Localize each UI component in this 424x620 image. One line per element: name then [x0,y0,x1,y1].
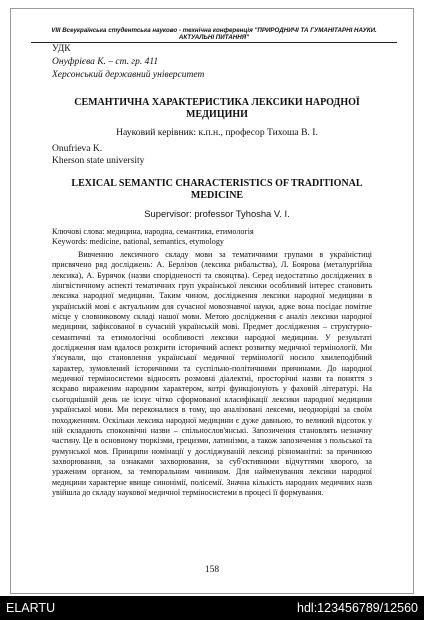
keywords-block [52,227,254,247]
author-block-en [52,144,144,167]
author-block-ua [52,57,204,80]
author-name-en: Onufrieva K. [52,144,103,154]
repository-footer-bar [0,596,424,620]
udk-label: УДК [52,44,71,54]
body-paragraph: Вивченню лексичного складу мови за тематичними групами в україністиці присвячено ряд досліджень: А. Берлізов (лексика рибальства), Л. Боярова (металургійна лексика), А. Бурячок (назви спорідненості та свояцтва). Серед недостатньо досліджених в лінгвістичному аспекті тематичних груп української лексики особливий інтерес становить лексика народної медицини. Таким чином, дослідження лексики народної медицини в українській мові є актуальним для сучасної мовознавчої науки, адже вона посідає помітне місце у словниковому складі нашої мови. Метою дослідження є аналіз лексики народної медицини, зафіксованої в сучасній українській мові. Предмет дослідження – структурно-семантичні та етимологічні особливості лексики народної медицини. У результаті дослідження нам вдалося розкрити історичний аспект розвитку медичної термінології. Ми з'ясували, що становлення української медичної термінології носило хвилеподібний характер, зумовлений історичними та суспільно-політичними причинами. До народної медичної терміносистеми відносять розмовні діалектні, просторічні назви та поняття з яскраво вираженим народним характером, котрі функціонують у фаховій літературі. На сьогоднішній день не існує чітко сформованої класифікації лексики народної медицини української мови. Ми переконалися в тому, що аналізовані лексеми, неоднорідні за своїм походженням. Оскільки лексика народної медицини є дуже давньою, то великий відсоток у ній складають споконвічні назви – спільнослов'янські. Запозичення становлять незначну частину. Це в основному тюркізми, грецизми, латинізми, а також запозичення з польської та румунської мов. Принципи номінації у досліджуваній лексиці різноманітні: за причиною захворювання, за ознаками захворювання, за суб'єктивними відчуттями хворого, за ураженим органом, за темпоральним чинником. Для найменування лексики народної медицини характерне явище синонімії, полісемії. Значна кількість народних медичних назв увійшла до складу наукової медичної терміносистеми в процесі її формування. [52,250,372,497]
author-name-ua: Онуфрієва К. – ст. гр. 411 [52,57,159,67]
handle-id: hdl:123456789/12560 [297,601,418,615]
supervisor-en: Supervisor: professor Tyhosha V. I. [144,208,290,219]
keywords-ua: Ключові слова: медицина, народна, семантика, етимологія [52,227,254,236]
keywords-en: Keywords: medicine, national, semantics, etymology [52,237,224,246]
conference-header-line-2: АКТУАЛЬНІ ПИТАННЯ" [178,34,250,42]
page-number: 158 [204,565,220,575]
conference-header [31,27,397,43]
paper-title-en: LEXICAL SEMANTIC CHARACTERISTICS OF TRADITIONAL MEDICINE [71,178,363,201]
university-ua: Херсонський державний університет [52,70,205,80]
supervisor-ua: Науковий керівник: к.п.н., професор Тихоша В. І. [116,127,318,138]
university-en: Kherson state university [52,155,145,166]
paper-title-ua: СЕМАНТИЧНА ХАРАКТЕРИСТИКА ЛЕКСИКИ НАРОДНОЇ МЕДИЦИНИ [74,97,360,120]
repository-name: ELARTU [6,601,56,615]
conference-header-line-1: VIII Всеукраїнська студентська науково - технічна конференція "ПРИРОДНИЧІ ТА ГУМАНІТАРНІ НАУКИ. [51,27,377,34]
